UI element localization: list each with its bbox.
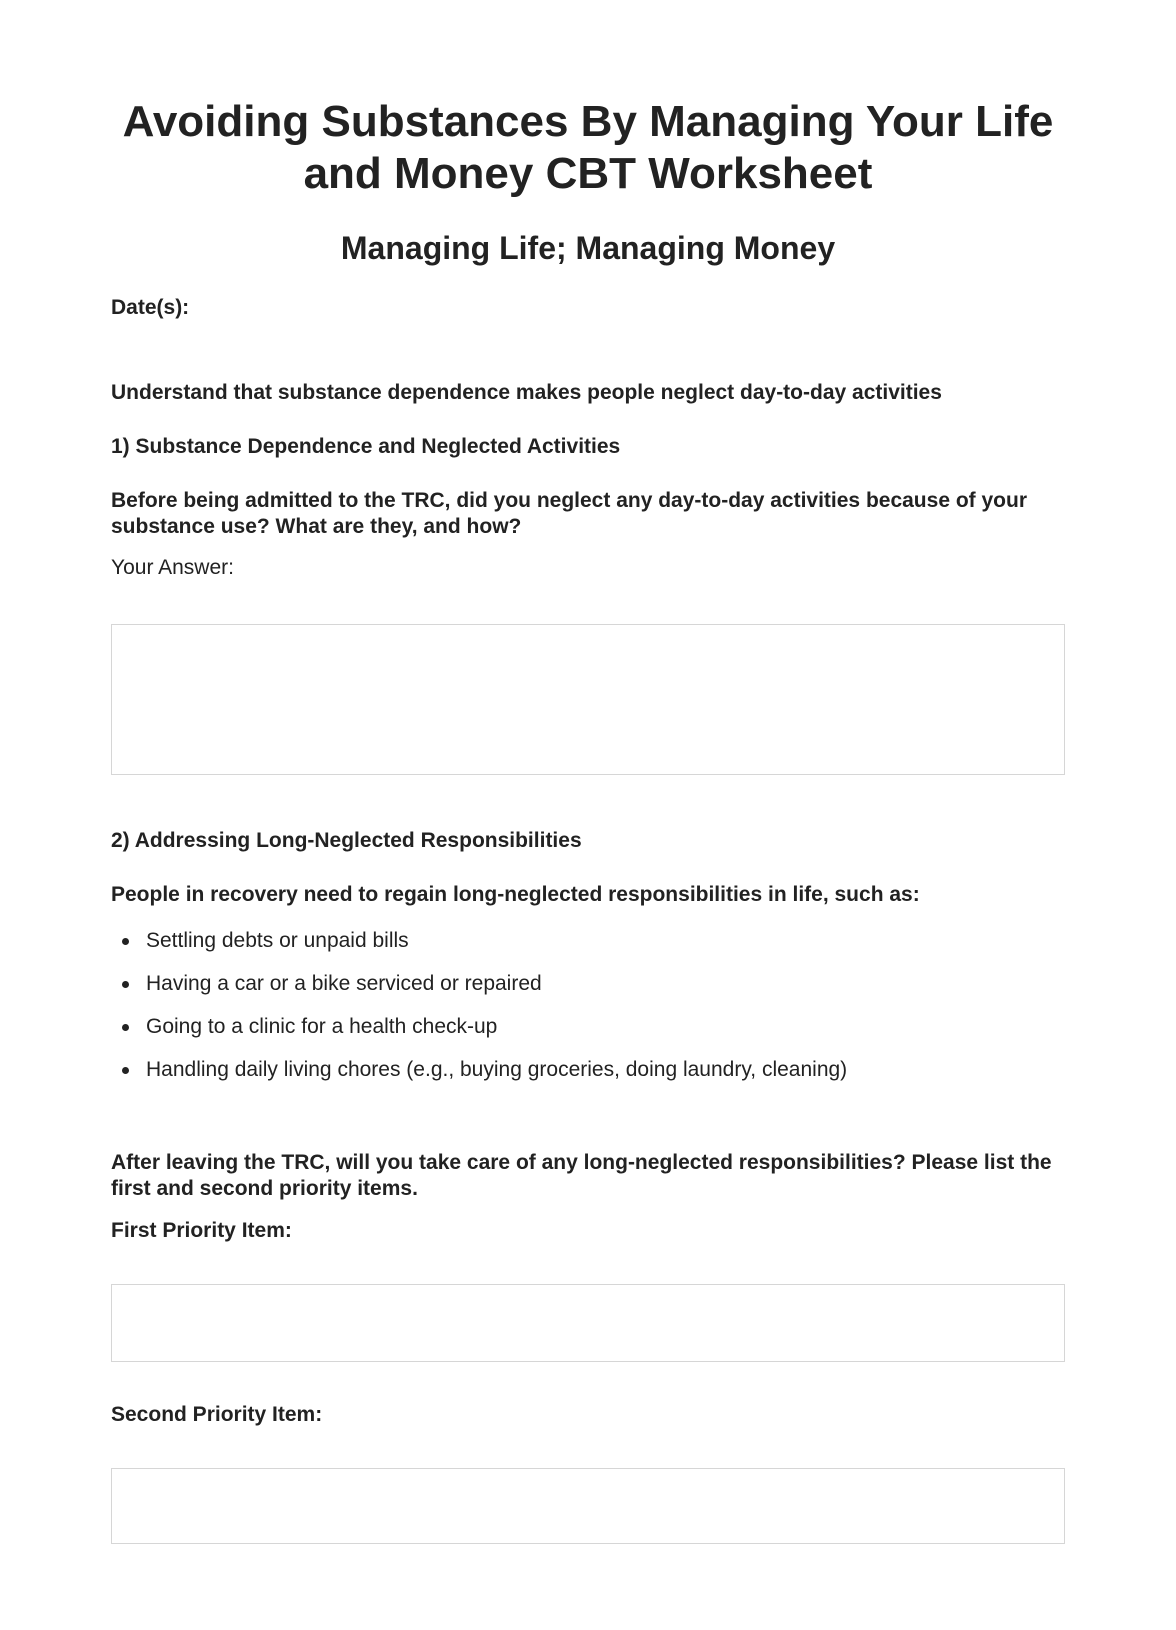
second-priority-box[interactable] (111, 1468, 1065, 1544)
second-priority-label: Second Priority Item: (111, 1403, 323, 1426)
list-item-text: Having a car or a bike serviced or repaired (146, 972, 542, 995)
list-item (111, 1014, 847, 1057)
worksheet-subtitle: Managing Life; Managing Money (340, 230, 836, 266)
bullet-icon (122, 981, 129, 988)
responsibilities-list (111, 928, 847, 1100)
section2-lead: People in recovery need to regain long-neglected responsibilities in life, such as: (111, 883, 920, 906)
list-item (111, 971, 847, 1014)
list-item-text: Settling debts or unpaid bills (146, 929, 409, 952)
first-priority-box[interactable] (111, 1284, 1065, 1362)
list-item (111, 1057, 847, 1100)
intro-text: Understand that substance dependence makes people neglect day-to-day activities (111, 381, 942, 404)
bullet-icon (122, 938, 129, 945)
section1-question: Before being admitted to the TRC, did you neglect any day-to-day activities because of your substance use? What are they, and how? (111, 489, 1027, 538)
answer-box[interactable] (111, 624, 1065, 775)
list-item-text: Going to a clinic for a health check-up (146, 1015, 498, 1038)
bullet-icon (122, 1024, 129, 1031)
section1-heading: 1) Substance Dependence and Neglected Activities (111, 435, 621, 458)
dates-label: Date(s): (111, 296, 190, 319)
list-item (111, 928, 847, 971)
worksheet-title: Avoiding Substances By Managing Your Life and Money CBT Worksheet (122, 97, 1054, 198)
list-item-text: Handling daily living chores (e.g., buying groceries, doing laundry, cleaning) (146, 1058, 848, 1081)
section2-heading: 2) Addressing Long-Neglected Responsibilities (111, 829, 582, 852)
bullet-icon (122, 1067, 129, 1074)
section2-question: After leaving the TRC, will you take care of any long-neglected responsibilities? Please list the first and second priority items. (111, 1151, 1052, 1200)
first-priority-label: First Priority Item: (111, 1219, 292, 1242)
answer-label: Your Answer: (111, 556, 234, 579)
